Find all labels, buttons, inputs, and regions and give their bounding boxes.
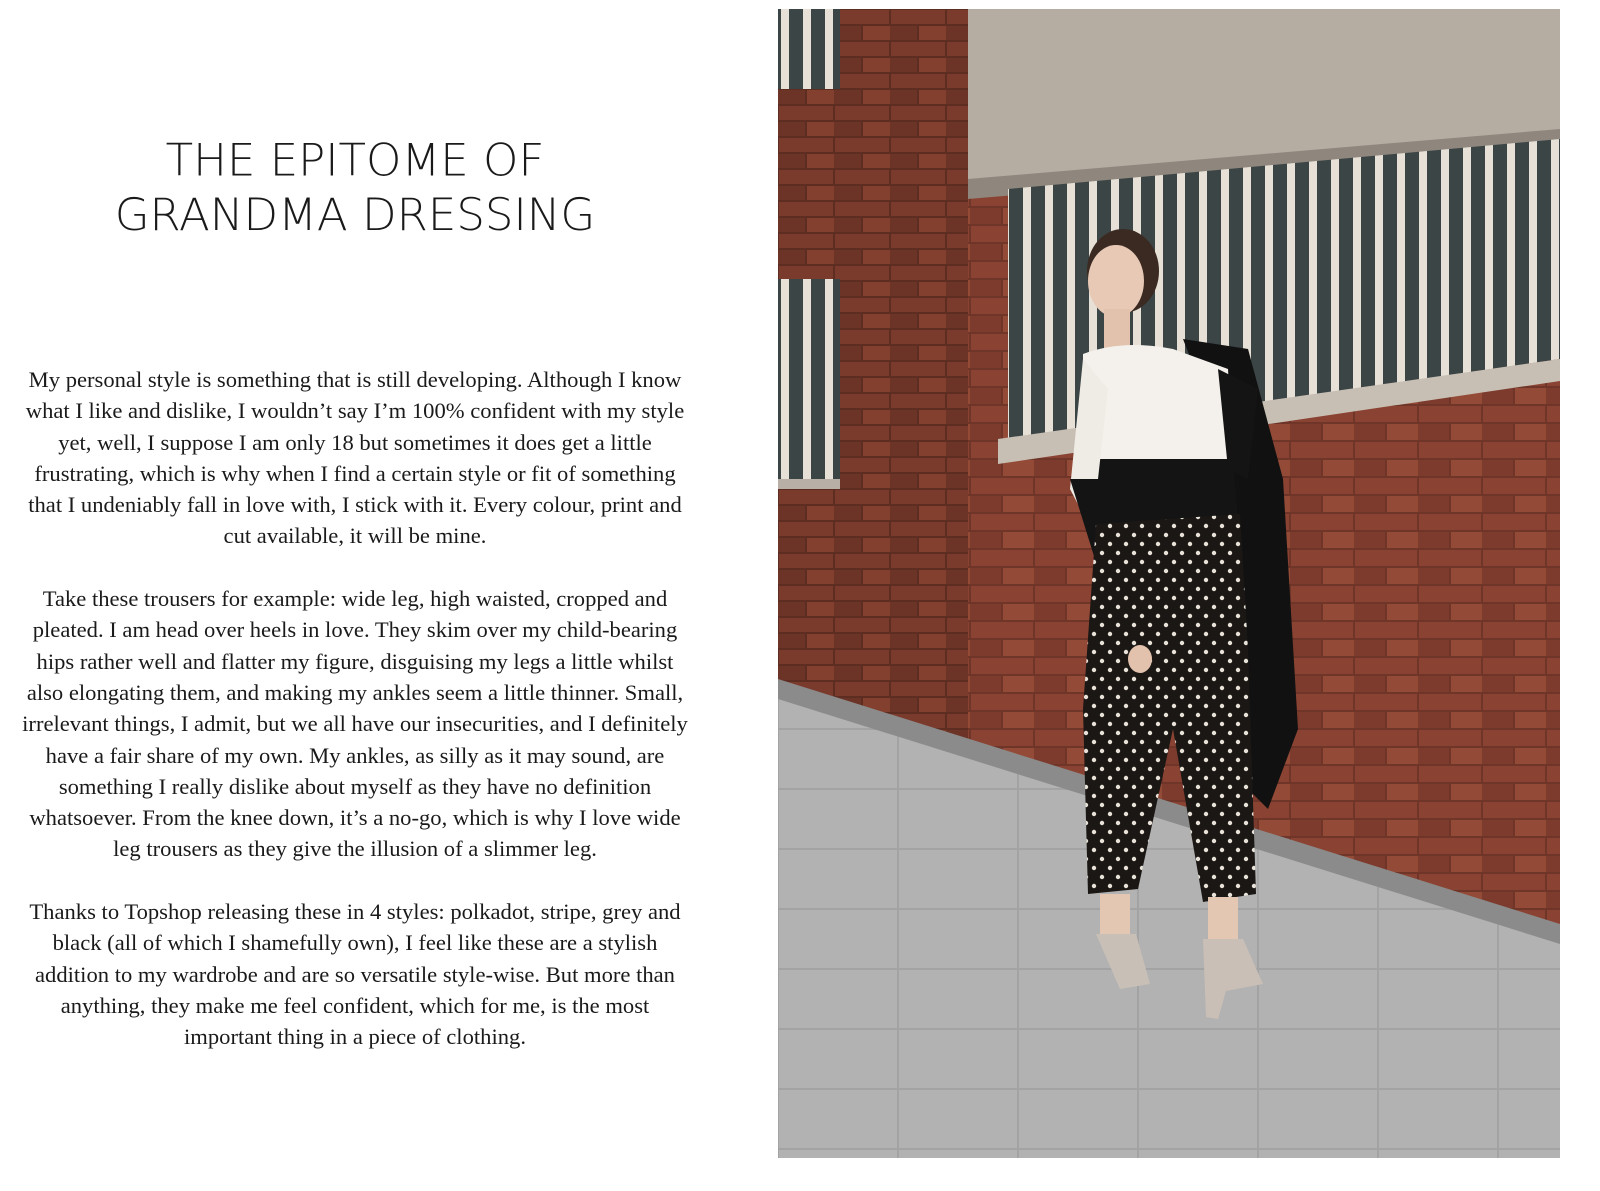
title-line-2: GRANDMA DRESSING — [114, 188, 596, 241]
outfit-photo — [778, 9, 1560, 1158]
title-line-1: THE EPITOME OF — [165, 134, 545, 187]
paragraph-3: Thanks to Topshop releasing these in 4 styles: polkadot, stripe, grey and black (all of which I shamefully own), I feel like these are a stylish addition to my wardrobe and are so versatile style-wise. But more than anything, they make me feel confident, which for me, is the most important thing in a piece of clothing. — [29, 899, 681, 1050]
face — [1088, 245, 1144, 317]
neck — [1104, 309, 1130, 349]
vent-middle-left — [778, 279, 840, 479]
article-body — [20, 364, 690, 1084]
vent-top-left — [778, 9, 840, 89]
paragraph-2: Take these trousers for example: wide leg, high waisted, cropped and pleated. I am head over heels in love. They skim over my child-bearing hips rather well and flatter my figure, disguising my legs a little whilst also elongating them, and making my ankles seem a little thinner. Small, irrelevant things, I admit, but we all have our insecurities, and I definitely have a fair share of my own. My ankles, as silly as it may sound, are something I really dislike about myself as they have no definition whatsoever. From the knee down, it’s a no-go, which is why I love wide leg trousers as they give the illusion of a slimmer leg. — [22, 586, 688, 862]
article-text-column — [0, 0, 710, 1191]
paragraph-1: My personal style is something that is still developing. Although I know what I like and dislike, I wouldn’t say I’m 100% confident with my style yet, well, I suppose I am only 18 but sometimes it does get a little frustrating, which is why when I find a certain style or fit of something that I undeniably fall in love with, I stick with it. Every colour, print and cut available, it will be mine. — [25, 367, 685, 549]
article-title — [30, 133, 680, 243]
